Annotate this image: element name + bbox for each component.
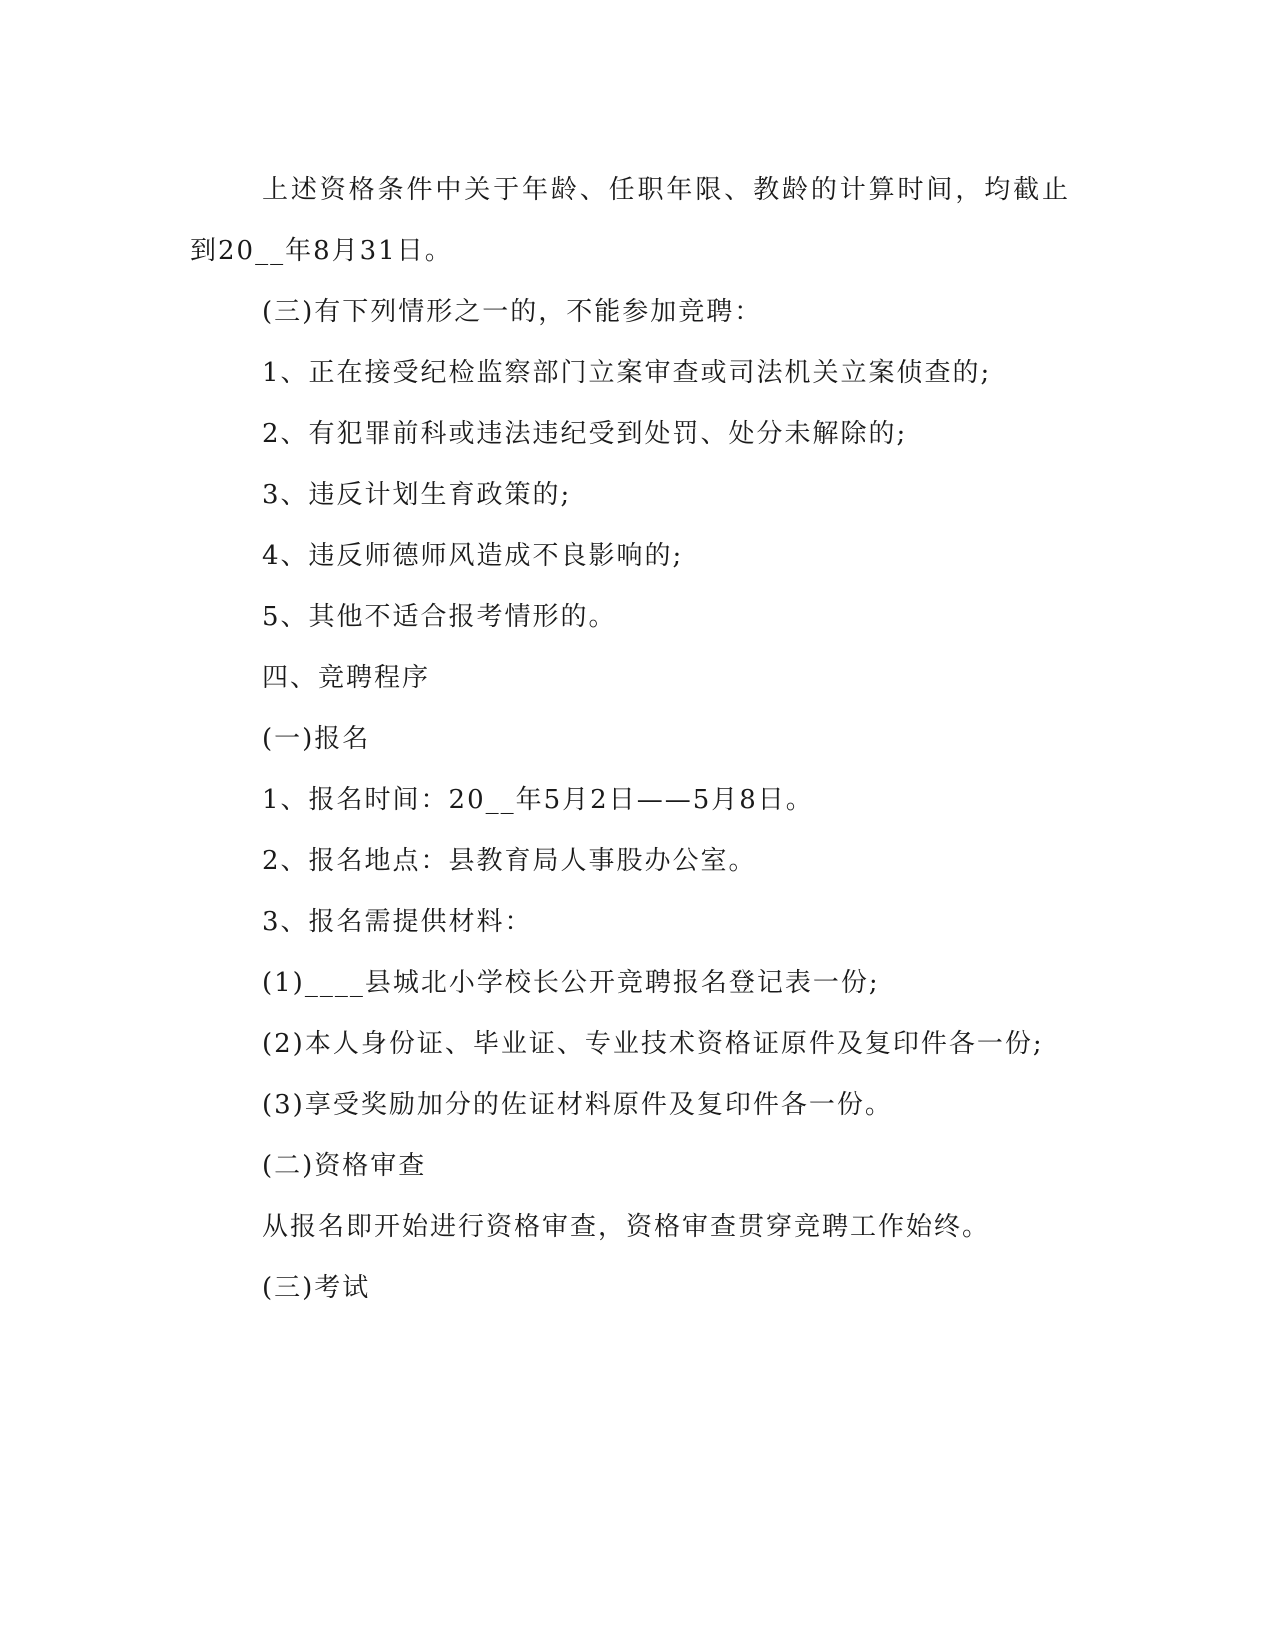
subsection-heading-registration: (一)报名 (262, 724, 371, 754)
list-item: (1)____县城北小学校长公开竞聘报名登记表一份; (262, 968, 880, 998)
list-item: 5、其他不适合报考情形的。 (262, 602, 617, 632)
list-item: 2、报名地点：县教育局人事股办公室。 (262, 846, 757, 876)
list-item: 3、报名需提供材料： (262, 907, 533, 937)
subsection-heading-exam: (三)考试 (262, 1273, 371, 1303)
list-item: (2)本人身份证、毕业证、专业技术资格证原件及复印件各一份; (262, 1029, 1044, 1059)
list-item: 1、报名时间：20__年5月2日——5月8日。 (262, 785, 814, 815)
list-item: 3、违反计划生育政策的; (262, 480, 572, 510)
section-heading-procedure: 四、竞聘程序 (262, 663, 431, 693)
paragraph-qualification-review: 从报名即开始进行资格审查，资格审查贯穿竞聘工作始终。 (262, 1212, 991, 1242)
paragraph-age-calculation: 上述资格条件中关于年龄、任职年限、教龄的计算时间，均截止到20__年8月31日。 (190, 175, 1070, 266)
list-item: (3)享受奖励加分的佐证材料原件及复印件各一份。 (262, 1090, 893, 1120)
document-body (190, 160, 1070, 1319)
list-item: 1、正在接受纪检监察部门立案审查或司法机关立案侦查的; (262, 358, 992, 388)
list-item: 4、违反师德师风造成不良影响的; (262, 541, 684, 571)
list-item: 2、有犯罪前科或违法违纪受到处罚、处分未解除的; (262, 419, 908, 449)
subsection-heading-qualification-review: (二)资格审查 (262, 1151, 427, 1181)
paragraph-disqualification-heading: (三)有下列情形之一的，不能参加竞聘： (262, 297, 763, 327)
